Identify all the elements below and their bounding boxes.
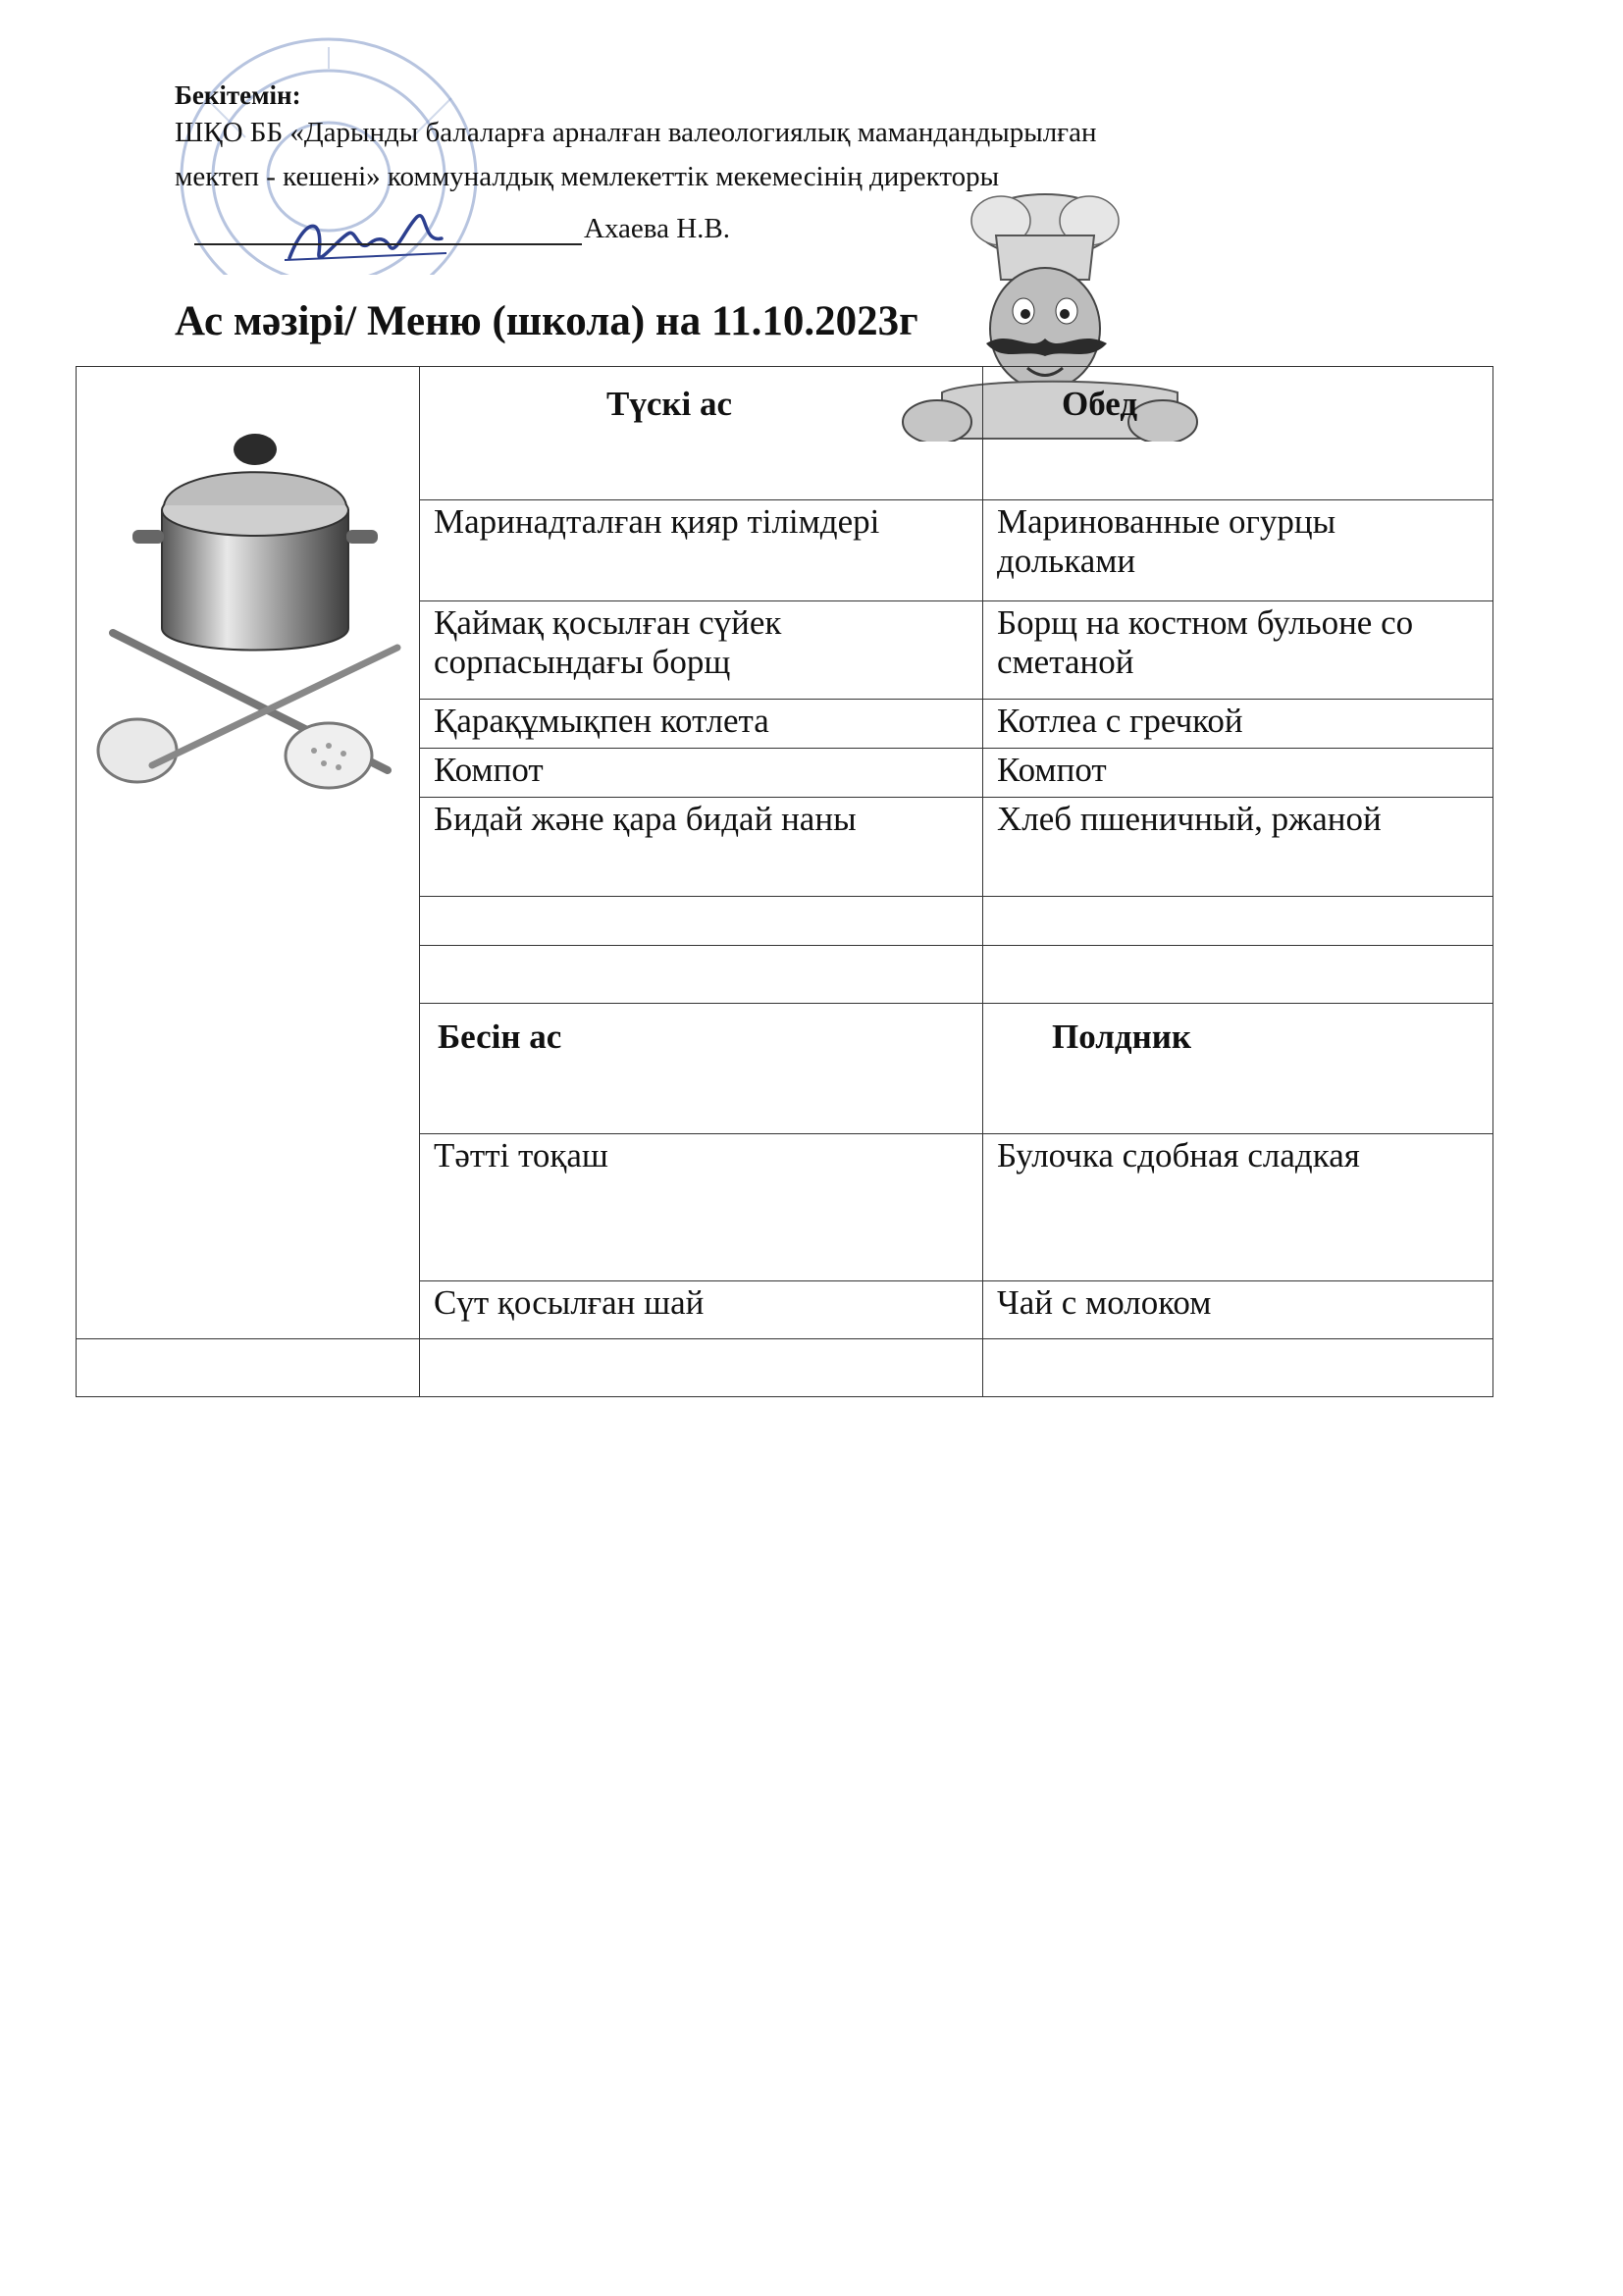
empty-cell	[420, 1339, 983, 1397]
menu-item-kz: Қарақұмықпен котлета	[420, 700, 983, 749]
lunch-header-kz: Түскі ас	[420, 367, 983, 500]
menu-item-ru: Котлеа с гречкой	[983, 700, 1493, 749]
empty-cell	[77, 1339, 420, 1397]
director-name: Ахаева Н.В.	[584, 213, 731, 244]
approval-organization-line2: мектеп - кешені» коммуналдық мемлекеттік мекемесінің директоры	[175, 161, 1000, 192]
signature-underline	[194, 214, 582, 245]
empty-cell	[983, 897, 1493, 946]
table-row	[77, 1339, 1493, 1397]
empty-cell	[420, 946, 983, 1004]
menu-item-kz: Маринадталған қияр тілімдері	[420, 500, 983, 601]
menu-item-kz: Қаймақ қосылған сүйек сорпасындағы борщ	[420, 601, 983, 700]
snack-header-kz: Бесін ас	[420, 1004, 983, 1134]
menu-table	[76, 366, 1493, 1397]
signature-row	[194, 204, 730, 245]
menu-item-ru: Хлеб пшеничный, ржаной	[983, 798, 1493, 897]
empty-cell	[983, 1339, 1493, 1397]
menu-item-ru: Маринованные огурцы дольками	[983, 500, 1493, 601]
menu-item-kz: Тәтті тоқаш	[420, 1134, 983, 1281]
lunch-header-ru: Обед	[983, 367, 1493, 500]
menu-item-ru: Компот	[983, 749, 1493, 798]
menu-item-kz: Компот	[420, 749, 983, 798]
snack-header-ru: Полдник	[983, 1004, 1493, 1134]
menu-item-kz: Бидай және қара бидай наны	[420, 798, 983, 897]
image-cell	[77, 367, 420, 1339]
approval-label: Бекітемін:	[175, 80, 301, 110]
approval-organization-line1: ШҚО ББ «Дарынды балаларға арналған валеологиялық мамандандырылған	[175, 117, 1097, 148]
empty-cell	[983, 946, 1493, 1004]
menu-item-ru: Чай с молоком	[983, 1281, 1493, 1339]
menu-item-ru: Борщ на костном бульоне со сметаной	[983, 601, 1493, 700]
table-row	[77, 367, 1493, 500]
menu-item-kz: Сүт қосылған шай	[420, 1281, 983, 1339]
menu-item-ru: Булочка сдобная сладкая	[983, 1134, 1493, 1281]
menu-title: Ас мәзірі/ Меню (школа) на 11.10.2023г	[175, 298, 918, 344]
empty-cell	[420, 897, 983, 946]
